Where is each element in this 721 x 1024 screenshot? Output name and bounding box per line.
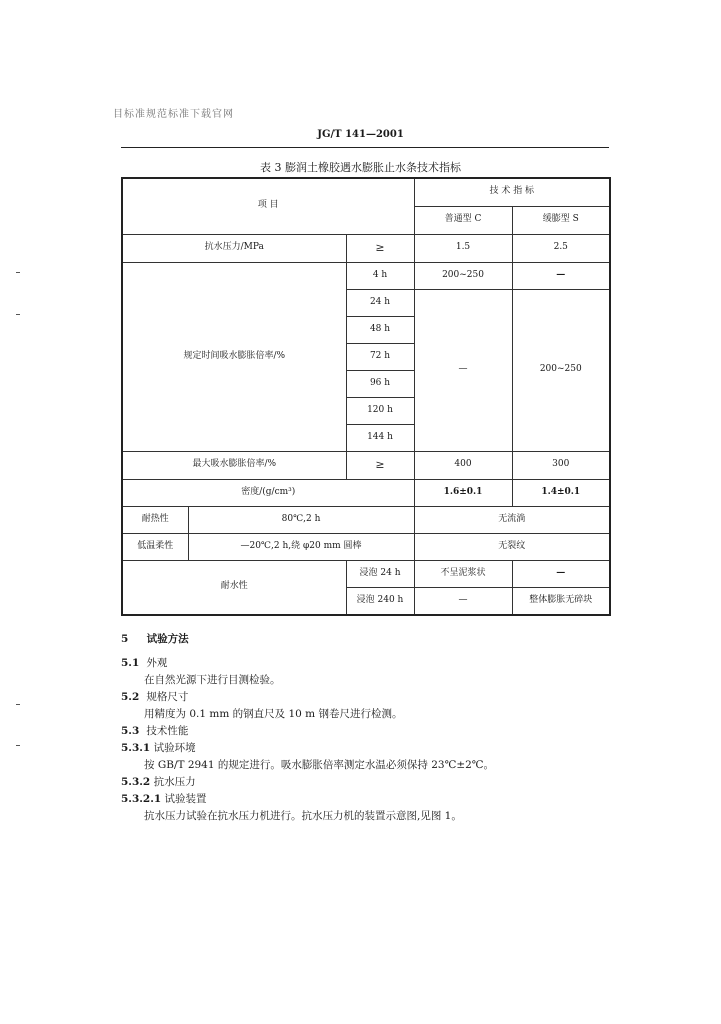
section-5-3-2-1-heading: [121, 793, 207, 806]
section-number: 5.3.2: [121, 776, 151, 788]
section-number: 5.3: [121, 725, 140, 737]
water-res-s-24h: —: [512, 560, 610, 587]
section-title: 抗水压力: [153, 776, 196, 788]
section-number: 5.2: [121, 691, 140, 703]
density-c: 1.6±0.1: [414, 479, 512, 506]
heat-result: 无流淌: [414, 506, 610, 533]
section-title: 外观: [146, 657, 168, 669]
pressure-ge: ≥: [346, 234, 414, 262]
pressure-label: 抗水压力/MPa: [122, 234, 346, 262]
density-label: 密度/(g/cm³): [122, 479, 414, 506]
margin-mark: [16, 745, 20, 746]
density-s: 1.4±0.1: [512, 479, 610, 506]
max-expansion-ge: ≥: [346, 451, 414, 479]
low-temp-condition: —20℃,2 h,绕 φ20 mm 圆棒: [188, 533, 414, 560]
section-5-3-heading: [121, 725, 188, 738]
max-expansion-c: 400: [414, 451, 512, 479]
col-header-s: 缓膨型 S: [512, 206, 610, 234]
time-120h: 120 h: [346, 397, 414, 424]
time-144h: 144 h: [346, 424, 414, 451]
section-5-heading: [121, 633, 189, 646]
section-title: 试验装置: [164, 793, 207, 805]
section-number: 5: [121, 633, 129, 645]
section-title: 规格尺寸: [146, 691, 189, 703]
time-24h: 24 h: [346, 289, 414, 316]
section-5-3-2-heading: [121, 776, 196, 789]
section-5-3-2-1-text: 抗水压力试验在抗水压力机进行。抗水压力机的装置示意图,见图 1。: [144, 810, 462, 822]
time-4h: 4 h: [346, 262, 414, 289]
table-title: 表 3 膨润土橡胶遇水膨胀止水条技术指标: [260, 161, 461, 174]
time-96h: 96 h: [346, 370, 414, 397]
watermark-text: 目标准规范标准下载官网: [113, 109, 234, 120]
section-5-2-heading: [121, 691, 188, 704]
low-temp-result: 无裂纹: [414, 533, 610, 560]
section-title: 试验环境: [153, 742, 196, 754]
expansion-label: 规定时间吸水膨胀倍率/%: [122, 262, 346, 451]
section-title: 技术性能: [146, 725, 189, 737]
water-res-cond-240h: 浸泡 240 h: [346, 587, 414, 615]
spec-group-header: 技 术 指 标: [414, 178, 610, 206]
section-number: 5.1: [121, 657, 140, 669]
margin-mark: [16, 314, 20, 315]
water-res-s-240h: 整体膨胀无碎块: [512, 587, 610, 615]
expansion-s-rest: 200~250: [512, 289, 610, 451]
pressure-c: 1.5: [414, 234, 512, 262]
section-5-1-text: 在自然光源下进行目测检验。: [144, 674, 281, 686]
heat-label: 耐热性: [122, 506, 188, 533]
spec-table: [121, 177, 611, 616]
section-number: 5.3.2.1: [121, 793, 162, 805]
max-expansion-label: 最大吸水膨胀倍率/%: [122, 451, 346, 479]
section-number: 5.3.1: [121, 742, 151, 754]
water-res-c-24h: 不呈泥浆状: [414, 560, 512, 587]
header-rule: [121, 147, 609, 148]
section-5-1-heading: [121, 657, 167, 670]
section-5-2-text: 用精度为 0.1 mm 的钢直尺及 10 m 钢卷尺进行检测。: [144, 708, 403, 720]
item-header: 项 目: [122, 178, 414, 234]
water-res-c-240h: —: [414, 587, 512, 615]
low-temp-label: 低温柔性: [122, 533, 188, 560]
standard-code: JG/T 141—2001: [317, 129, 404, 140]
expansion-c-rest: —: [414, 289, 512, 451]
section-5-3-1-text: 按 GB/T 2941 的规定进行。吸水膨胀倍率测定水温必须保持 23℃±2℃。: [144, 759, 495, 771]
expansion-s-4h: —: [512, 262, 610, 289]
margin-mark: [16, 704, 20, 705]
time-48h: 48 h: [346, 316, 414, 343]
time-72h: 72 h: [346, 343, 414, 370]
col-header-c: 普通型 C: [414, 206, 512, 234]
pressure-s: 2.5: [512, 234, 610, 262]
max-expansion-s: 300: [512, 451, 610, 479]
water-res-cond-24h: 浸泡 24 h: [346, 560, 414, 587]
section-title: 试验方法: [146, 633, 189, 645]
expansion-c-4h: 200~250: [414, 262, 512, 289]
margin-mark: [16, 272, 20, 273]
section-5-3-1-heading: [121, 742, 196, 755]
heat-condition: 80℃,2 h: [188, 506, 414, 533]
water-res-label: 耐水性: [122, 560, 346, 615]
